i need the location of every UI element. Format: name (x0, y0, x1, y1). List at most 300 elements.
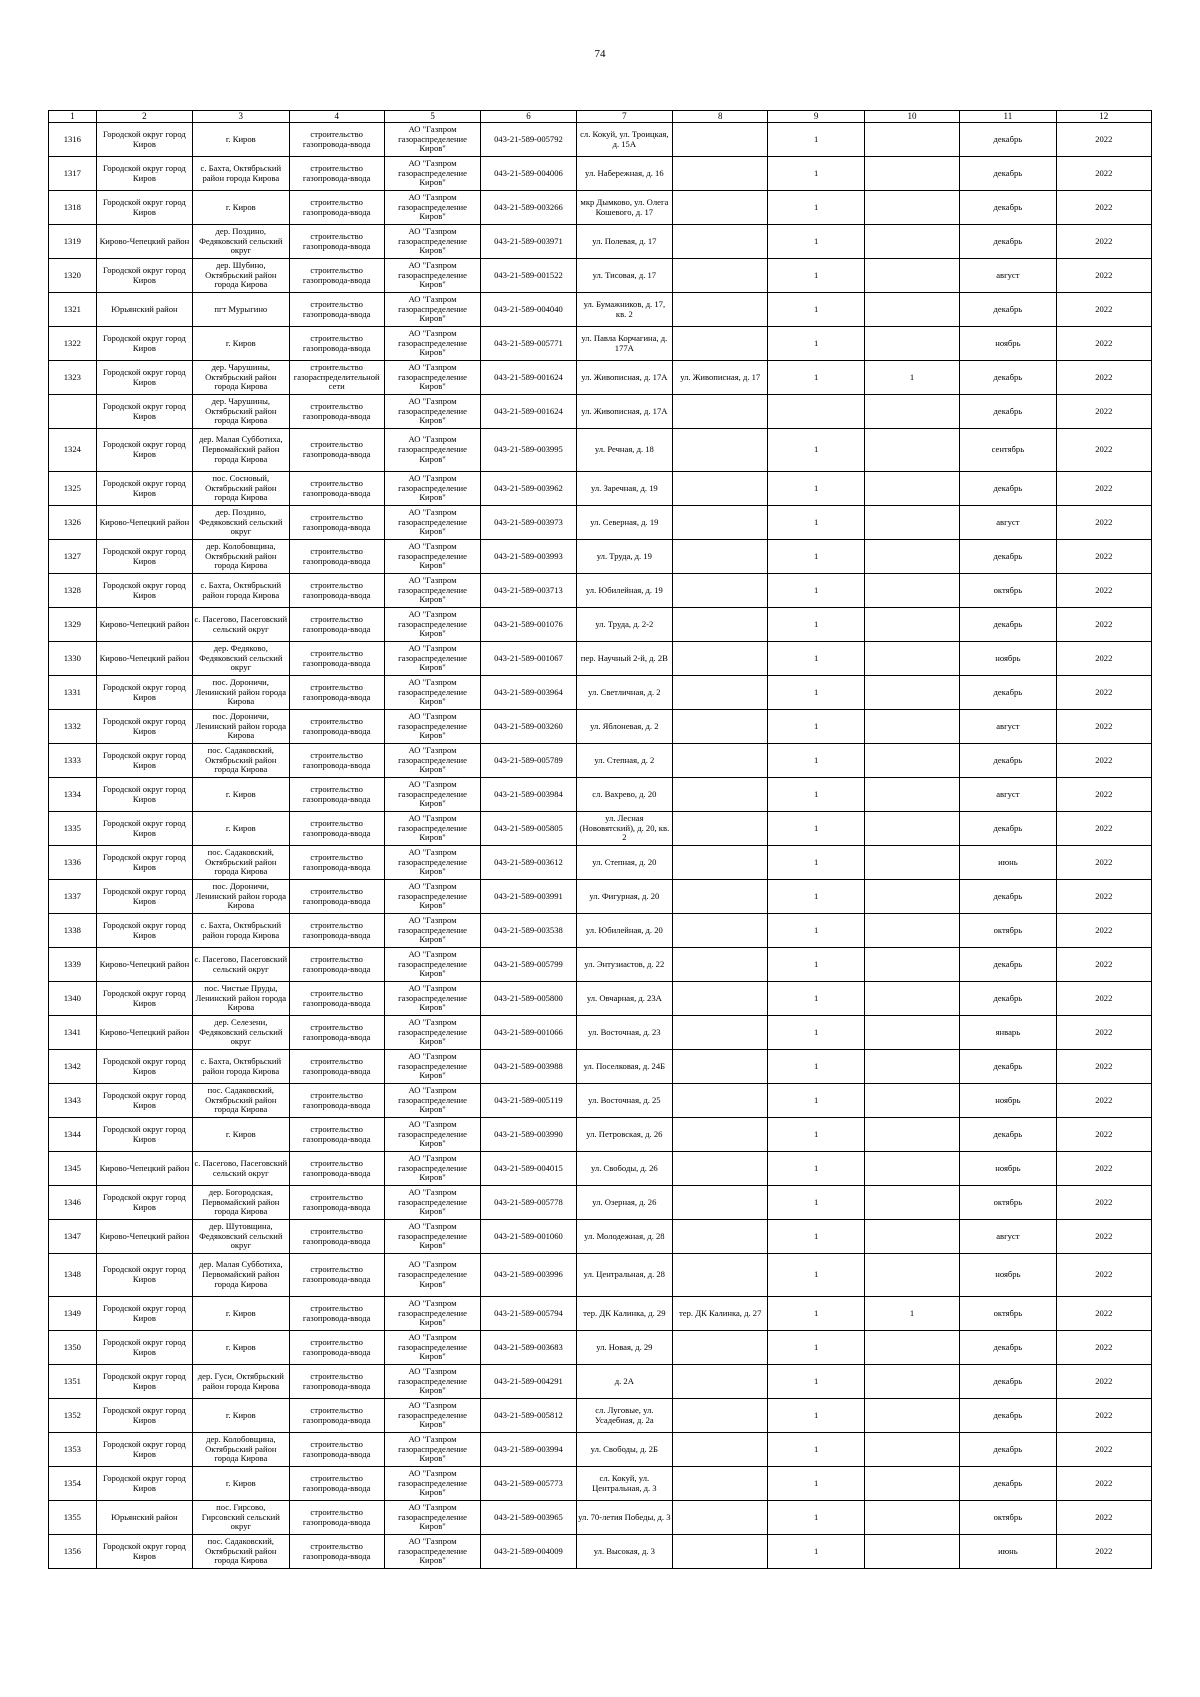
secondary-address-cell (673, 1050, 768, 1084)
locality-cell: г. Киров (193, 191, 289, 225)
year-cell: 2022 (1056, 574, 1151, 608)
address-cell: ул. Новая, д. 29 (576, 1331, 672, 1365)
secondary-count-cell (864, 472, 959, 506)
secondary-address-cell (673, 327, 768, 361)
column-header: 2 (96, 111, 192, 123)
count-cell: 1 (768, 778, 864, 812)
row-number-cell: 1322 (49, 327, 97, 361)
registry-code-cell: 043-21-589-003965 (481, 1501, 576, 1535)
locality-cell: пос. Дороничи, Ленинский район города Кирова (193, 676, 289, 710)
registry-code-cell: 043-21-589-001066 (481, 1016, 576, 1050)
year-cell: 2022 (1056, 710, 1151, 744)
district-cell: Юрьянский район (96, 293, 192, 327)
work-type-cell: строительство газопровода-ввода (289, 395, 384, 429)
district-cell: Кирово-Чепецкий район (96, 1152, 192, 1186)
organization-cell: АО "Газпром газораспределение Киров" (384, 472, 480, 506)
row-number-cell: 1319 (49, 225, 97, 259)
secondary-count-cell (864, 642, 959, 676)
secondary-count-cell (864, 710, 959, 744)
locality-cell: с. Пасегово, Пасеговский сельский округ (193, 1152, 289, 1186)
secondary-address-cell (673, 914, 768, 948)
month-cell: ноябрь (960, 1254, 1056, 1297)
district-cell: Городской округ город Киров (96, 1467, 192, 1501)
work-type-cell: строительство газопровода-ввода (289, 327, 384, 361)
table-row (49, 1467, 1152, 1501)
district-cell: Кирово-Чепецкий район (96, 642, 192, 676)
count-cell: 1 (768, 1084, 864, 1118)
district-cell: Городской округ город Киров (96, 429, 192, 472)
district-cell: Городской округ город Киров (96, 812, 192, 846)
work-type-cell: строительство газопровода-ввода (289, 608, 384, 642)
organization-cell: АО "Газпром газораспределение Киров" (384, 1297, 480, 1331)
registry-table (48, 110, 1152, 1569)
table-row (49, 540, 1152, 574)
locality-cell: с. Бахта, Октябрьский район города Кирова (193, 574, 289, 608)
secondary-count-cell (864, 1084, 959, 1118)
locality-cell: пос. Дороничи, Ленинский район города Кирова (193, 880, 289, 914)
secondary-count-cell (864, 1186, 959, 1220)
year-cell: 2022 (1056, 361, 1151, 395)
month-cell: декабрь (960, 1365, 1056, 1399)
row-number-cell: 1326 (49, 506, 97, 540)
registry-code-cell: 043-21-589-003984 (481, 778, 576, 812)
table-row (49, 1399, 1152, 1433)
work-type-cell: строительство газопровода-ввода (289, 1297, 384, 1331)
work-type-cell: строительство газопровода-ввода (289, 1365, 384, 1399)
organization-cell: АО "Газпром газораспределение Киров" (384, 1535, 480, 1569)
row-number-cell: 1339 (49, 948, 97, 982)
district-cell: Городской округ город Киров (96, 1186, 192, 1220)
count-cell: 1 (768, 710, 864, 744)
count-cell: 1 (768, 327, 864, 361)
secondary-address-cell (673, 429, 768, 472)
work-type-cell: строительство газопровода-ввода (289, 157, 384, 191)
month-cell: декабрь (960, 812, 1056, 846)
work-type-cell: строительство газопровода-ввода (289, 710, 384, 744)
row-number-cell: 1321 (49, 293, 97, 327)
locality-cell: пос. Дороничи, Ленинский район города Кирова (193, 710, 289, 744)
table-row (49, 259, 1152, 293)
work-type-cell: строительство газопровода-ввода (289, 880, 384, 914)
secondary-address-cell (673, 293, 768, 327)
work-type-cell: строительство газопровода-ввода (289, 1331, 384, 1365)
organization-cell: АО "Газпром газораспределение Киров" (384, 1084, 480, 1118)
count-cell: 1 (768, 191, 864, 225)
secondary-address-cell (673, 506, 768, 540)
work-type-cell: строительство газопровода-ввода (289, 812, 384, 846)
secondary-address-cell (673, 948, 768, 982)
organization-cell: АО "Газпром газораспределение Киров" (384, 327, 480, 361)
locality-cell: дер. Поздино, Федяковский сельский округ (193, 506, 289, 540)
secondary-address-cell (673, 846, 768, 880)
organization-cell: АО "Газпром газораспределение Киров" (384, 293, 480, 327)
address-cell: ул. Овчарная, д. 23А (576, 982, 672, 1016)
work-type-cell: строительство газопровода-ввода (289, 123, 384, 157)
organization-cell: АО "Газпром газораспределение Киров" (384, 506, 480, 540)
organization-cell: АО "Газпром газораспределение Киров" (384, 123, 480, 157)
organization-cell: АО "Газпром газораспределение Киров" (384, 1152, 480, 1186)
column-header: 8 (673, 111, 768, 123)
column-header: 1 (49, 111, 97, 123)
district-cell: Городской округ город Киров (96, 472, 192, 506)
registry-code-cell: 043-21-589-003993 (481, 540, 576, 574)
address-cell: ул. Центральная, д. 28 (576, 1254, 672, 1297)
secondary-address-cell (673, 982, 768, 1016)
registry-code-cell: 043-21-589-003990 (481, 1118, 576, 1152)
address-cell: ул. Фигурная, д. 20 (576, 880, 672, 914)
organization-cell: АО "Газпром газораспределение Киров" (384, 574, 480, 608)
month-cell: декабрь (960, 1399, 1056, 1433)
month-cell: декабрь (960, 1433, 1056, 1467)
table-row (49, 1433, 1152, 1467)
table-row (49, 506, 1152, 540)
year-cell: 2022 (1056, 1084, 1151, 1118)
year-cell: 2022 (1056, 1050, 1151, 1084)
secondary-address-cell (673, 676, 768, 710)
row-number-cell: 1327 (49, 540, 97, 574)
organization-cell: АО "Газпром газораспределение Киров" (384, 642, 480, 676)
secondary-count-cell (864, 1152, 959, 1186)
secondary-address-cell (673, 574, 768, 608)
table-row (49, 1331, 1152, 1365)
organization-cell: АО "Газпром газораспределение Киров" (384, 710, 480, 744)
year-cell: 2022 (1056, 1501, 1151, 1535)
organization-cell: АО "Газпром газораспределение Киров" (384, 1118, 480, 1152)
address-cell: ул. Свободы, д. 26 (576, 1152, 672, 1186)
address-cell: тер. ДК Калинка, д. 29 (576, 1297, 672, 1331)
locality-cell: г. Киров (193, 1331, 289, 1365)
count-cell: 1 (768, 1050, 864, 1084)
address-cell: ул. Светличная, д. 2 (576, 676, 672, 710)
row-number-cell: 1316 (49, 123, 97, 157)
address-cell: ул. 70-летия Победы, д. 3 (576, 1501, 672, 1535)
district-cell: Городской округ город Киров (96, 123, 192, 157)
organization-cell: АО "Газпром газораспределение Киров" (384, 1433, 480, 1467)
year-cell: 2022 (1056, 1467, 1151, 1501)
address-cell: сл. Кокуй, ул. Троицкая, д. 15А (576, 123, 672, 157)
locality-cell: пос. Сосновый, Октябрьский район города Кирова (193, 472, 289, 506)
month-cell: август (960, 710, 1056, 744)
address-cell: сл. Луговые, ул. Усадебная, д. 2а (576, 1399, 672, 1433)
year-cell: 2022 (1056, 608, 1151, 642)
secondary-count-cell (864, 914, 959, 948)
table-row (49, 982, 1152, 1016)
year-cell: 2022 (1056, 506, 1151, 540)
secondary-address-cell (673, 191, 768, 225)
locality-cell: дер. Шутовщина, Федяковский сельский округ (193, 1220, 289, 1254)
count-cell: 1 (768, 1433, 864, 1467)
row-number-cell: 1353 (49, 1433, 97, 1467)
secondary-address-cell (673, 1399, 768, 1433)
address-cell: ул. Степная, д. 20 (576, 846, 672, 880)
count-cell: 1 (768, 676, 864, 710)
month-cell: декабрь (960, 1118, 1056, 1152)
table-row (49, 1254, 1152, 1297)
column-header: 12 (1056, 111, 1151, 123)
address-cell: ул. Поселковая, д. 24Б (576, 1050, 672, 1084)
table-row (49, 812, 1152, 846)
count-cell: 1 (768, 982, 864, 1016)
row-number-cell: 1344 (49, 1118, 97, 1152)
address-cell: пер. Научный 2-й, д. 2В (576, 642, 672, 676)
work-type-cell: строительство газопровода-ввода (289, 472, 384, 506)
column-header: 7 (576, 111, 672, 123)
secondary-count-cell (864, 1050, 959, 1084)
locality-cell: г. Киров (193, 1399, 289, 1433)
registry-code-cell: 043-21-589-003971 (481, 225, 576, 259)
address-cell: ул. Энтузиастов, д. 22 (576, 948, 672, 982)
district-cell: Городской округ город Киров (96, 982, 192, 1016)
table-row (49, 948, 1152, 982)
registry-code-cell: 043-21-589-004015 (481, 1152, 576, 1186)
month-cell: октябрь (960, 1186, 1056, 1220)
count-cell: 1 (768, 1399, 864, 1433)
work-type-cell: строительство газопровода-ввода (289, 846, 384, 880)
work-type-cell: строительство газопровода-ввода (289, 1084, 384, 1118)
district-cell: Городской округ город Киров (96, 710, 192, 744)
registry-code-cell: 043-21-589-004291 (481, 1365, 576, 1399)
address-cell: ул. Восточная, д. 25 (576, 1084, 672, 1118)
district-cell: Городской округ город Киров (96, 540, 192, 574)
district-cell: Городской округ город Киров (96, 1050, 192, 1084)
row-number-cell: 1350 (49, 1331, 97, 1365)
row-number-cell (49, 395, 97, 429)
district-cell: Кирово-Чепецкий район (96, 506, 192, 540)
secondary-count-cell (864, 429, 959, 472)
year-cell: 2022 (1056, 914, 1151, 948)
column-header: 6 (481, 111, 576, 123)
locality-cell: дер. Шубино, Октябрьский район города Кирова (193, 259, 289, 293)
address-cell: ул. Молодежная, д. 28 (576, 1220, 672, 1254)
secondary-count-cell (864, 574, 959, 608)
work-type-cell: строительство газопровода-ввода (289, 225, 384, 259)
organization-cell: АО "Газпром газораспределение Киров" (384, 1050, 480, 1084)
work-type-cell: строительство газопровода-ввода (289, 293, 384, 327)
secondary-address-cell (673, 744, 768, 778)
organization-cell: АО "Газпром газораспределение Киров" (384, 1016, 480, 1050)
count-cell (768, 395, 864, 429)
address-cell: ул. Бумажников, д. 17, кв. 2 (576, 293, 672, 327)
secondary-count-cell (864, 1118, 959, 1152)
registry-code-cell: 043-21-589-003996 (481, 1254, 576, 1297)
row-number-cell: 1324 (49, 429, 97, 472)
locality-cell: г. Киров (193, 123, 289, 157)
district-cell: Юрьянский район (96, 1501, 192, 1535)
secondary-count-cell (864, 608, 959, 642)
table-row (49, 1152, 1152, 1186)
registry-code-cell: 043-21-589-003683 (481, 1331, 576, 1365)
year-cell: 2022 (1056, 395, 1151, 429)
year-cell: 2022 (1056, 642, 1151, 676)
row-number-cell: 1320 (49, 259, 97, 293)
count-cell: 1 (768, 1016, 864, 1050)
address-cell: мкр Дымково, ул. Олега Кошевого, д. 17 (576, 191, 672, 225)
table-row (49, 123, 1152, 157)
page-number: 74 (594, 48, 606, 60)
table-row (49, 1220, 1152, 1254)
table-row (49, 1297, 1152, 1331)
locality-cell: дер. Гуси, Октябрьский район города Кирова (193, 1365, 289, 1399)
district-cell: Городской округ город Киров (96, 1399, 192, 1433)
work-type-cell: строительство газопровода-ввода (289, 642, 384, 676)
district-cell: Городской округ город Киров (96, 846, 192, 880)
count-cell: 1 (768, 812, 864, 846)
month-cell: август (960, 1220, 1056, 1254)
count-cell: 1 (768, 1501, 864, 1535)
month-cell: август (960, 778, 1056, 812)
secondary-count-cell (864, 123, 959, 157)
organization-cell: АО "Газпром газораспределение Киров" (384, 540, 480, 574)
row-number-cell: 1340 (49, 982, 97, 1016)
column-number-header-row (49, 111, 1152, 123)
year-cell: 2022 (1056, 1331, 1151, 1365)
count-cell: 1 (768, 225, 864, 259)
locality-cell: дер. Федяково, Федяковский сельский округ (193, 642, 289, 676)
month-cell: сентябрь (960, 429, 1056, 472)
registry-code-cell: 043-21-589-003973 (481, 506, 576, 540)
locality-cell: пос. Садаковский, Октябрьский район города Кирова (193, 1084, 289, 1118)
year-cell: 2022 (1056, 778, 1151, 812)
locality-cell: дер. Чарушины, Октябрьский район города Кирова (193, 361, 289, 395)
month-cell: октябрь (960, 574, 1056, 608)
month-cell: октябрь (960, 1501, 1056, 1535)
locality-cell: дер. Колобовщина, Октябрьский район города Кирова (193, 1433, 289, 1467)
row-number-cell: 1331 (49, 676, 97, 710)
count-cell: 1 (768, 846, 864, 880)
registry-code-cell: 043-21-589-005119 (481, 1084, 576, 1118)
organization-cell: АО "Газпром газораспределение Киров" (384, 1254, 480, 1297)
district-cell: Городской округ город Киров (96, 259, 192, 293)
row-number-cell: 1329 (49, 608, 97, 642)
registry-code-cell: 043-21-589-005800 (481, 982, 576, 1016)
district-cell: Городской округ город Киров (96, 914, 192, 948)
locality-cell: г. Киров (193, 778, 289, 812)
secondary-address-cell (673, 1220, 768, 1254)
registry-code-cell: 043-21-589-003713 (481, 574, 576, 608)
locality-cell: с. Пасегово, Пасеговский сельский округ (193, 948, 289, 982)
table-row (49, 1050, 1152, 1084)
district-cell: Кирово-Чепецкий район (96, 608, 192, 642)
count-cell: 1 (768, 1186, 864, 1220)
secondary-count-cell (864, 812, 959, 846)
work-type-cell: строительство газопровода-ввода (289, 1501, 384, 1535)
locality-cell: с. Бахта, Октябрьский район города Кирова (193, 1050, 289, 1084)
registry-code-cell: 043-21-589-003994 (481, 1433, 576, 1467)
work-type-cell: строительство газопровода-ввода (289, 744, 384, 778)
district-cell: Кирово-Чепецкий район (96, 225, 192, 259)
table-row (49, 778, 1152, 812)
organization-cell: АО "Газпром газораспределение Киров" (384, 157, 480, 191)
locality-cell: г. Киров (193, 1297, 289, 1331)
row-number-cell: 1348 (49, 1254, 97, 1297)
count-cell: 1 (768, 1467, 864, 1501)
secondary-count-cell (864, 880, 959, 914)
secondary-address-cell (673, 1365, 768, 1399)
registry-code-cell: 043-21-589-001624 (481, 361, 576, 395)
count-cell: 1 (768, 1254, 864, 1297)
row-number-cell: 1343 (49, 1084, 97, 1118)
secondary-count-cell (864, 1016, 959, 1050)
year-cell: 2022 (1056, 948, 1151, 982)
month-cell: декабрь (960, 191, 1056, 225)
secondary-count-cell: 1 (864, 1297, 959, 1331)
month-cell: декабрь (960, 1050, 1056, 1084)
row-number-cell: 1317 (49, 157, 97, 191)
locality-cell: дер. Малая Субботиха, Первомайский район города Кирова (193, 1254, 289, 1297)
table-row (49, 710, 1152, 744)
row-number-cell: 1349 (49, 1297, 97, 1331)
secondary-count-cell (864, 676, 959, 710)
locality-cell: пос. Чистые Пруды, Ленинский район города Кирова (193, 982, 289, 1016)
organization-cell: АО "Газпром газораспределение Киров" (384, 1331, 480, 1365)
month-cell: ноябрь (960, 327, 1056, 361)
secondary-address-cell (673, 225, 768, 259)
work-type-cell: строительство газопровода-ввода (289, 948, 384, 982)
registry-code-cell: 043-21-589-005789 (481, 744, 576, 778)
address-cell: ул. Труда, д. 19 (576, 540, 672, 574)
organization-cell: АО "Газпром газораспределение Киров" (384, 778, 480, 812)
year-cell: 2022 (1056, 123, 1151, 157)
work-type-cell: строительство газопровода-ввода (289, 429, 384, 472)
work-type-cell: строительство газопровода-ввода (289, 191, 384, 225)
year-cell: 2022 (1056, 191, 1151, 225)
secondary-address-cell (673, 1467, 768, 1501)
secondary-address-cell (673, 1254, 768, 1297)
count-cell: 1 (768, 744, 864, 778)
work-type-cell: строительство газопровода-ввода (289, 1535, 384, 1569)
locality-cell: с. Пасегово, Пасеговский сельский округ (193, 608, 289, 642)
secondary-address-cell (673, 1433, 768, 1467)
secondary-count-cell (864, 1433, 959, 1467)
work-type-cell: строительство газопровода-ввода (289, 1050, 384, 1084)
registry-code-cell: 043-21-589-001067 (481, 642, 576, 676)
count-cell: 1 (768, 642, 864, 676)
address-cell: ул. Озерная, д. 26 (576, 1186, 672, 1220)
secondary-address-cell (673, 123, 768, 157)
locality-cell: дер. Богородская, Первомайский район города Кирова (193, 1186, 289, 1220)
organization-cell: АО "Газпром газораспределение Киров" (384, 982, 480, 1016)
table-row (49, 1016, 1152, 1050)
district-cell: Городской округ город Киров (96, 1535, 192, 1569)
district-cell: Кирово-Чепецкий район (96, 948, 192, 982)
row-number-cell: 1338 (49, 914, 97, 948)
organization-cell: АО "Газпром газораспределение Киров" (384, 948, 480, 982)
row-number-cell: 1342 (49, 1050, 97, 1084)
year-cell: 2022 (1056, 1365, 1151, 1399)
organization-cell: АО "Газпром газораспределение Киров" (384, 1467, 480, 1501)
organization-cell: АО "Газпром газораспределение Киров" (384, 812, 480, 846)
year-cell: 2022 (1056, 1399, 1151, 1433)
year-cell: 2022 (1056, 1297, 1151, 1331)
year-cell: 2022 (1056, 676, 1151, 710)
work-type-cell: строительство газопровода-ввода (289, 1152, 384, 1186)
organization-cell: АО "Газпром газораспределение Киров" (384, 395, 480, 429)
secondary-count-cell (864, 540, 959, 574)
secondary-address-cell (673, 710, 768, 744)
district-cell: Городской округ город Киров (96, 574, 192, 608)
count-cell: 1 (768, 293, 864, 327)
district-cell: Городской округ город Киров (96, 1331, 192, 1365)
address-cell: ул. Набережная, д. 16 (576, 157, 672, 191)
work-type-cell: строительство газопровода-ввода (289, 1220, 384, 1254)
secondary-address-cell (673, 157, 768, 191)
address-cell: сл. Вахрево, д. 20 (576, 778, 672, 812)
secondary-count-cell (864, 293, 959, 327)
work-type-cell: строительство газопровода-ввода (289, 1118, 384, 1152)
locality-cell: г. Киров (193, 812, 289, 846)
work-type-cell: строительство газопровода-ввода (289, 259, 384, 293)
month-cell: июнь (960, 846, 1056, 880)
